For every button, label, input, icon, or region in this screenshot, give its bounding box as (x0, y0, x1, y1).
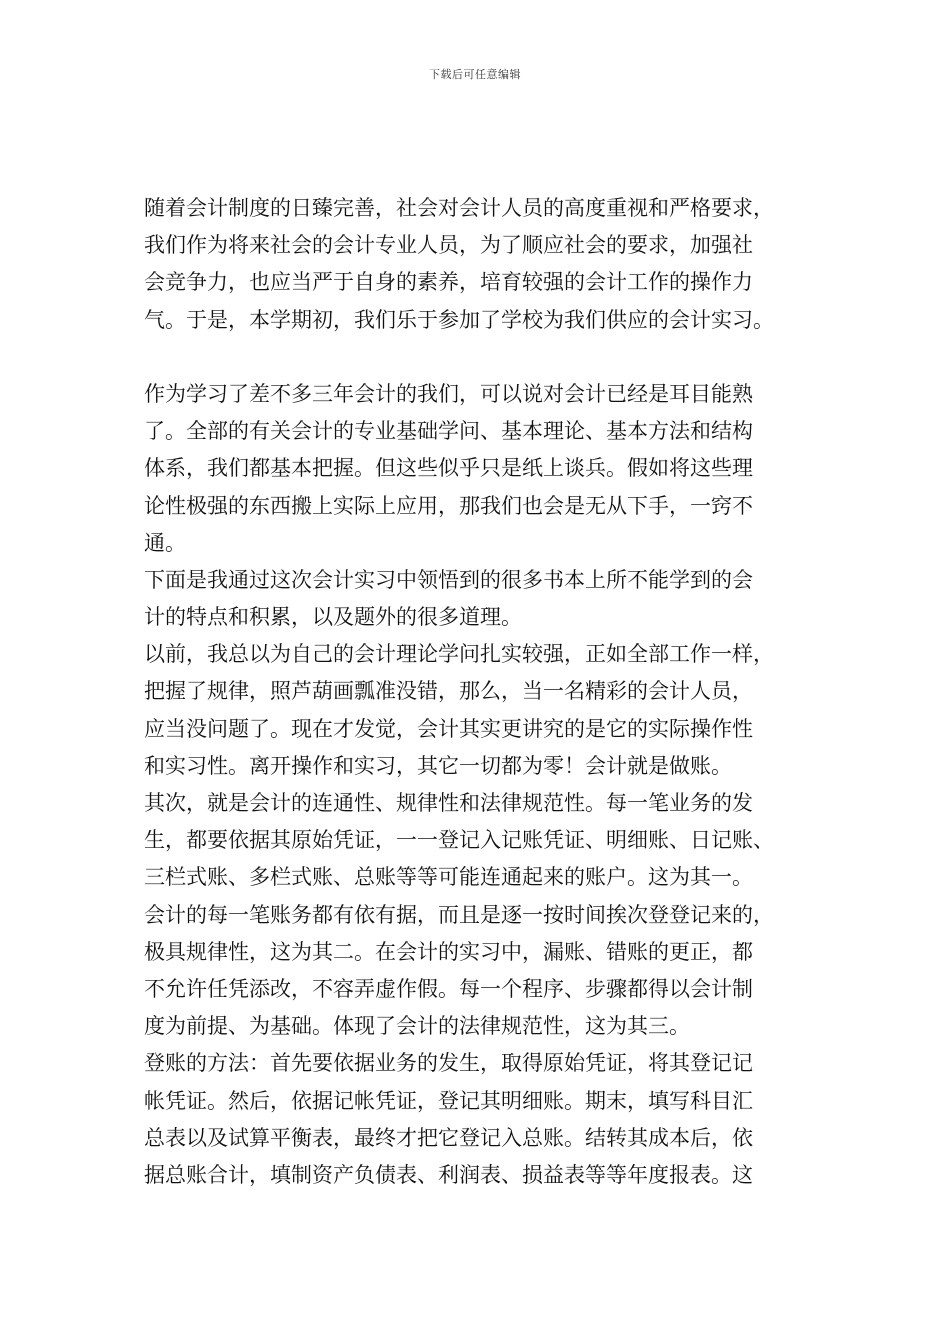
paragraph-line: 气。于是，本学期初，我们乐于参加了学校为我们供应的会计实习。 (144, 307, 774, 332)
paragraph-line: 不允许任凭添改，不容弄虚作假。每一个程序、步骤都得以会计制 (144, 976, 753, 1001)
paragraph-line: 总表以及试算平衡表，最终才把它登记入总账。结转其成本后，依 (144, 1125, 753, 1150)
paragraph-line: 了。全部的有关会计的专业基础学问、基本理论、基本方法和结构 (144, 419, 753, 444)
paragraph-2 (144, 376, 814, 562)
paragraph-line: 以前，我总以为自己的会计理论学问扎实较强，正如全部工作一样， (144, 642, 774, 667)
paragraph-line: 生，都要依据其原始凭证，一一登记入记账凭证、明细账、日记账、 (144, 828, 774, 853)
paragraph-line: 把握了规律，照芦葫画瓢准没错，那么，当一名精彩的会计人员， (144, 679, 753, 704)
paragraph-line: 下面是我通过这次会计实习中领悟到的很多书本上所不能学到的会 (144, 567, 753, 592)
paragraph-3 (144, 562, 814, 636)
paragraph-line: 其次，就是会计的连通性、规律性和法律规范性。每一笔业务的发 (144, 791, 753, 815)
paragraph-1 (144, 190, 814, 339)
paragraph-line: 会竞争力，也应当严于自身的素养，培育较强的会计工作的操作力 (144, 270, 753, 295)
paragraph-line: 度为前提、为基础。体现了会计的法律规范性，这为其三。 (144, 1014, 690, 1039)
paragraph-line: 三栏式账、多栏式账、总账等等可能连通起来的账户。这为其一。 (144, 865, 753, 890)
paragraph-4 (144, 636, 814, 785)
paragraph-5 (144, 785, 814, 1045)
paragraph-line: 体系，我们都基本把握。但这些似乎只是纸上谈兵。假如将这些理 (144, 456, 753, 481)
paragraph-gap (144, 339, 814, 376)
paragraph-line: 会计的每一笔账务都有依有据，而且是逐一按时间挨次登登记来的， (144, 902, 774, 927)
paragraph-line: 论性极强的东西搬上实际上应用，那我们也会是无从下手，一窍不 (144, 493, 753, 518)
paragraph-line: 登账的方法：首先要依据业务的发生，取得原始凭证，将其登记记 (144, 1051, 753, 1076)
paragraph-line: 帐凭证。然后，依据记帐凭证，登记其明细账。期末，填写科目汇 (144, 1088, 753, 1113)
paragraph-line: 和实习性。离开操作和实习，其它一切都为零！会计就是做账。 (144, 753, 732, 778)
header-note: 下载后可任意编辑 (429, 68, 521, 81)
paragraph-line: 我们作为将来社会的会计专业人员，为了顺应社会的要求，加强社 (144, 233, 753, 258)
paragraph-line: 极具规律性，这为其二。在会计的实习中，漏账、错账的更正，都 (144, 939, 753, 964)
paragraph-line: 据总账合计，填制资产负债表、利润表、损益表等等年度报表。这 (144, 1162, 753, 1187)
paragraph-line: 随着会计制度的日臻完善，社会对会计人员的高度重视和严格要求， (144, 196, 774, 220)
paragraph-line: 应当没问题了。现在才发觉，会计其实更讲究的是它的实际操作性 (144, 716, 753, 741)
paragraph-line: 通。 (144, 530, 186, 555)
paragraph-line: 作为学习了差不多三年会计的我们，可以说对会计已经是耳目能熟 (144, 381, 753, 406)
paragraph-6 (144, 1045, 814, 1194)
body-text (144, 190, 814, 1194)
paragraph-line: 计的特点和积累，以及题外的很多道理。 (144, 605, 522, 630)
